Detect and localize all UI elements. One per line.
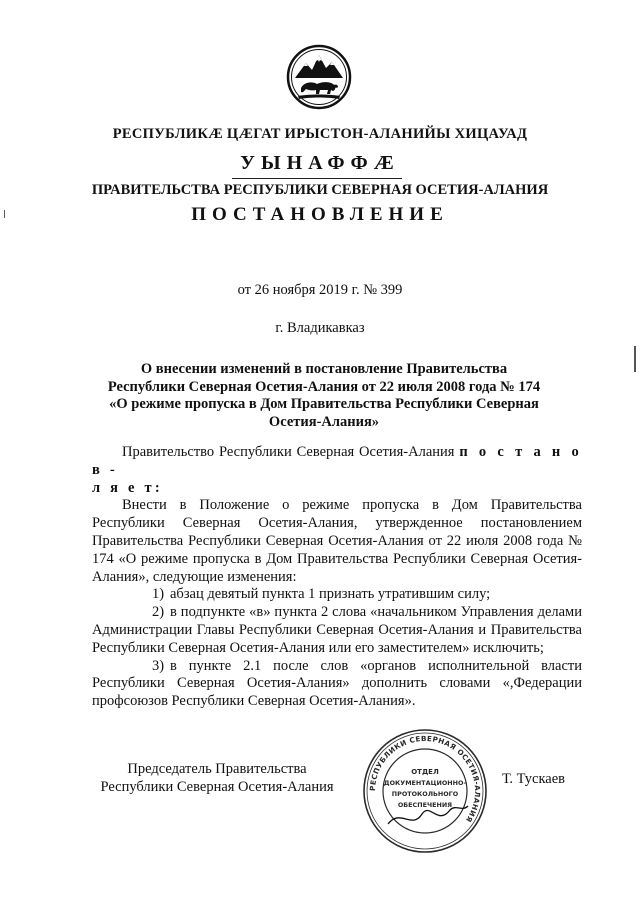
item-text: в подпункте «в» пункта 2 слова «начальником Управления делами Администрации Главы Республики Северная Осетия-Алания и Правительства Республики Северная Осетия-Алания или его заместителем» исключить; bbox=[92, 604, 582, 656]
item-text: в пункте 2.1 после слов «органов исполнительной власти Республики Северная Осетия-Алания» дополнить словами «,Федерации профсоюзов Республики Северная Осетия-Алания». bbox=[92, 657, 582, 710]
list-item bbox=[92, 586, 582, 604]
item-number: 3) bbox=[152, 657, 165, 674]
stamp-center-line: ОТДЕЛ bbox=[411, 768, 439, 776]
signer-name: Т. Тускаев bbox=[502, 771, 566, 787]
decree-date-number: от 26 ноября 2019 г. № 399 bbox=[237, 282, 403, 298]
list-item bbox=[92, 604, 582, 657]
scan-mark bbox=[4, 210, 5, 218]
signer-position-line: Председатель Правительства bbox=[127, 761, 307, 777]
header-divider bbox=[232, 178, 402, 179]
list-item bbox=[92, 658, 582, 711]
item-text: абзац девятый пункта 1 признать утратившим силу; bbox=[170, 586, 491, 603]
stamp-center-line: ДОКУМЕНТАЦИОННО- bbox=[383, 779, 467, 787]
item-number: 2) bbox=[152, 604, 165, 621]
republic-name-ossetian: РЕСПУБЛИКÆ ЦÆГАТ ИРЫСТОН-АЛАНИЙЫ ХИЦАУАД bbox=[112, 126, 528, 142]
title-line: О внесении изменений в постановление Правительства bbox=[140, 361, 508, 377]
government-name-russian: ПРАВИТЕЛЬСТВА РЕСПУБЛИКИ СЕВЕРНАЯ ОСЕТИЯ-АЛАНИЯ bbox=[91, 182, 549, 198]
item-number: 1) bbox=[152, 586, 165, 603]
signer-position-line: Республики Северная Осетия-Алания bbox=[100, 779, 334, 795]
decree-body bbox=[92, 444, 582, 711]
decree-title-russian: ПОСТАНОВЛЕНИЕ bbox=[191, 204, 449, 225]
official-stamp bbox=[360, 726, 490, 856]
decree-city: г. Владикавказ bbox=[275, 320, 365, 336]
decree-main-paragraph: Внести в Положение о режиме пропуска в Дом Правительства Республики Северная Осетия-Алания, утвержденное постановлением Правительства Республики Северная Осетия-Алания от 22 июля 2008 года № 174 «О режиме пропуска в Дом Правительства Республики Северная Осетия-Алания», следующие изменения: bbox=[92, 497, 582, 585]
stamp-center-line: ПРОТОКОЛЬНОГО bbox=[391, 790, 459, 798]
stamp-ring-text: РЕСПУБЛИКИ СЕВЕРНАЯ ОСЕТИЯ-АЛАНИЯ bbox=[367, 733, 483, 825]
intro-resolves-part2: л я е т: bbox=[92, 479, 163, 496]
intro-resolves-part1: п о с т а н о в - bbox=[92, 444, 582, 478]
decree-subject-title bbox=[84, 361, 564, 431]
coat-of-arms-icon bbox=[286, 44, 352, 110]
intro-lead: Правительство Республики Северная Осетия-Алания bbox=[122, 444, 455, 460]
signer-position bbox=[92, 760, 342, 796]
decree-title-ossetian: УЫНАФФÆ bbox=[240, 152, 400, 174]
title-line: Республики Северная Осетия-Алания от 22 июля 2008 года № 174 bbox=[107, 378, 541, 395]
title-line: Осетия-Алания» bbox=[268, 413, 380, 430]
stamp-center-line: ОБЕСПЕЧЕНИЯ bbox=[397, 801, 453, 809]
decree-intro bbox=[92, 444, 582, 497]
title-line: «О режиме пропуска в Дом Правительства Республики Северная bbox=[109, 396, 539, 412]
scan-mark bbox=[634, 346, 636, 372]
